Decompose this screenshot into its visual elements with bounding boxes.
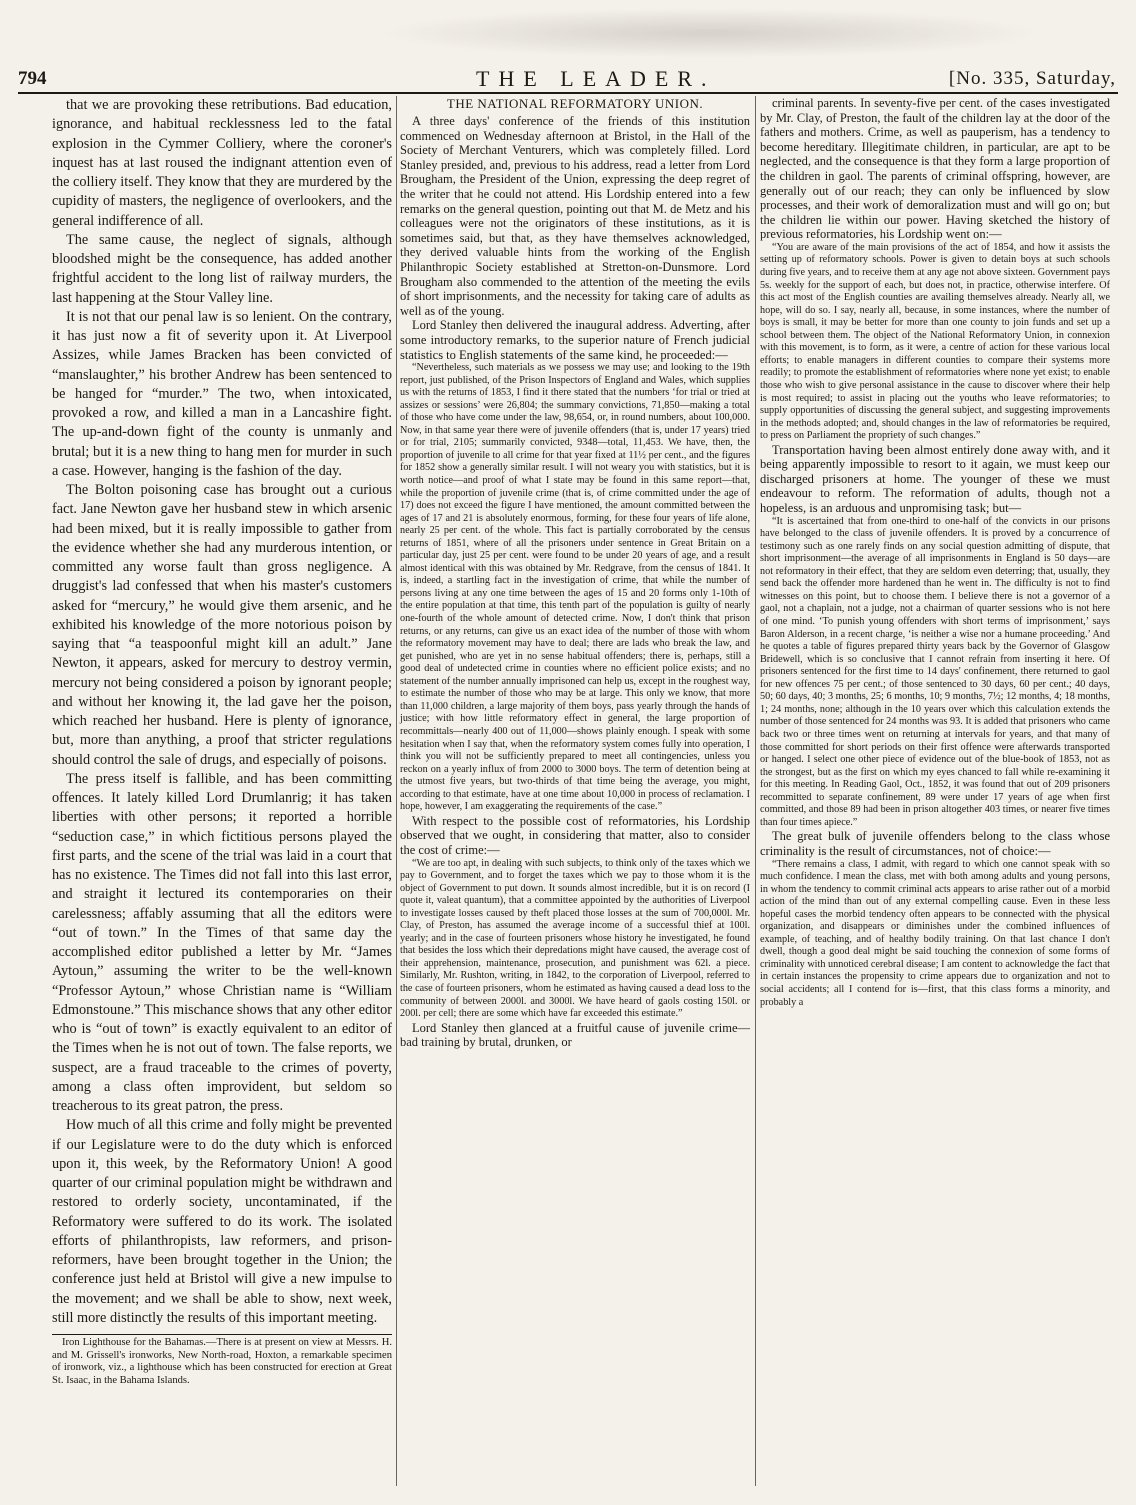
quoted-paragraph: “There remains a class, I admit, with regard to which one cannot speak with so much confidence. I mean the class, met with both among adults and young persons, in whom the tendency to commit criminal acts appears to arise rather out of a morbid action of the mind than out of any external compelling cause. Even in these less hopeful cases the morbid tendency often appears to be connected with the physical organization, and disappears or diminishes under the combined influences of example, of teaching, and of healthy bodily training. On that last chance I don't dwell, though a good deal might be said touching the connexion of some forms of criminality with unnoticed cerebral disease; I am content to acknowledge the fact that in certain instances the propensity to crime appears due to organization and not to social accidents; all I contend for is—first, that this class forms a minority, and probably a: [760, 858, 1110, 1008]
quoted-paragraph: “It is ascertained that from one-third to one-half of the convicts in our prisons have belonged to the class of juvenile offenders. It is proved by a concurrence of testimony such as one rarely finds on any social question admitting of dispute, that short imprisonment—the average of all imprisonments in England is 50 days—are not reformatory in their effect, that they are seldom even deterring; that, usually, they send back the offender more hardened than he went in. The difficulty is not to find witnesses on this point, but to choose them. I believe there is not a governor of a gaol, not a chaplain, not a judge, not a chairman of quarter sessions who is not here of one mind. ‘To punish young offenders with short terms of imprisonment,’ says Baron Alderson, in a recent charge, ‘is neither a wise nor a humane proceeding.’ And he quotes a table of figures prepared thirty years back by the Governor of Glasgow Bridewell, which is so conclusive that I cannot refrain from inserting it here. Of prisoners sentenced for the first time to 14 days' confinement, there returned to gaol for new offences 75 per cent.; of those sentenced to 30 days, 60 per cent.; 40 days, 50; 60 days, 40; 3 months, 25; 6 months, 10; 9 months, 7½; 12 months, 4; 18 months, 1; 24 months, none; although in the 10 years over which this calculation extends the number of those sentenced for 24 months was 93. It is added that prisoners who came back two or three times went on returning at intervals for years, and that many of those committed for short periods on their first offence were afterwards transported or hanged. I select one other piece of evidence out of the blue-book of 1853, not as the strongest, but as the first on which my eyes chanced to fall while re-examining it for this meeting. In Reading Gaol, Oct., 1852, it was found that out of 209 prisoners recommitted to separate confinement, 89 were under 17 years of age when first committed, and those 89 had been in prison altogether 403 times, or nearer five times than four times apiece.”: [760, 515, 1110, 828]
paper-title: THE LEADER.: [476, 66, 716, 91]
column-divider: [755, 96, 756, 1486]
column-middle: [400, 96, 750, 1496]
paragraph: It is not that our penal law is so lenient. On the contrary, it has just now a fit of severity upon it. At Liverpool Assizes, while James Bracken has been convicted of “manslaughter,” his brother Andrew has been sentenced to be hanged for “murder.” The two, when intoxicated, provoked a row, and killed a man in a Lancashire fight. The up-and-down fight of the county is unmanly and brutal; but it is a new thing to hang men for murder in such a case. However, hanging is the fashion of the day.: [52, 308, 392, 479]
issue-label: [No. 335, Saturday,: [948, 68, 1116, 89]
column-right: [760, 96, 1110, 1496]
note-divider: [52, 1334, 392, 1335]
paragraph: With respect to the possible cost of reformatories, his Lordship observed that we ought, in considering that matter, also to consider the cost of crime:—: [400, 813, 750, 857]
quoted-paragraph: “You are aware of the main provisions of the act of 1854, and how it assists the setting up of reformatory schools. Power is given to detain boys at such schools during five years, and to receive them at any age not above sixteen. Government pays 5s. weekly for the support of each, but does not, in practice, otherwise interfere. Of this act most of the English counties are availing themselves already. Nearly all, we hope, will do so. I say, nearly all, because, in some instances, where the number of boys is small, it may be better for more than one county to join funds and set up a school between them. The object of the National Reformatory Union, in connexion with this movement, is to form, as it were, a centre of action for these various local efforts; to enable managers in different counties to compare their systems more readily; to promote the establishment of reformatories where none yet exist; to enable those who wish to give personal assistance in the cause to discover where their help is most required; to assist in placing out the youths who leave reformatories; to supply opportunities of discussing the general subject, and suggesting improvements in the methods adopted; and, should changes in the law of reformatories be required, to press on Parliament the propriety of such changes.”: [760, 241, 1110, 442]
paragraph: A three days' conference of the friends of this institution commenced on Wednesday afternoon at Bristol, in the Hall of the Society of Merchant Venturers, which was completely filled. Lord Stanley presided, and, previous to his address, read a letter from Lord Brougham, the President of the Union, expressing the deep regret of the writer that he could not attend. His Lordship entered into a few remarks on the general question, pointing out that M. de Metz and his colleagues were not the originators of these institutions, as it is sometimes said, but that, as they have themselves acknowledged, they derived valuable hints from the working of the English Philanthropic Society established at Stretton-on-Dunsmore. Lord Brougham also commended to the attention of the meeting the evils of short imprisonments, and the necessity for taking care of adults as well as of the young.: [400, 114, 750, 318]
page-header: [18, 66, 1118, 92]
page-number: 794: [18, 68, 47, 89]
article-heading: THE NATIONAL REFORMATORY UNION.: [446, 96, 704, 111]
paragraph: Transportation having been almost entirely done away with, and it being apparently impossible to resort to it again, we must keep our discharged prisoners at home. The younger of these we must endeavour to reform. The reformation of adults, though not a hopeless, is an arduous and unpromising task; but—: [760, 442, 1110, 516]
paragraph: The great bulk of juvenile offenders belong to the class whose criminality is the result of circumstances, not of choice:—: [760, 829, 1110, 858]
header-rule: [18, 92, 1118, 94]
masthead-smudge: [380, 8, 1040, 58]
paragraph: criminal parents. In seventy-five per cent. of the cases investigated by Mr. Clay, of Preston, the fault of the children lay at the door of the fathers and mothers. Crime, as well as pauperism, has a tendency to become hereditary. Illegitimate children, in particular, are apt to be neglected, and the consequence is that they form a large proportion of the children in gaol. The parents of criminal offspring, however, are generally out of our reach; they can only be influenced by slow processes, and their work of demoralization must and will go on; but the children lie within our power. Having sketched the history of previous reformatories, his Lordship went on:—: [760, 96, 1110, 242]
paragraph: Lord Stanley then glanced at a fruitful cause of juvenile crime—bad training by brutal, drunken, or: [400, 1020, 750, 1050]
column-divider: [396, 96, 397, 1486]
quoted-paragraph: “Nevertheless, such materials as we possess we may use; and looking to the 19th report, just published, of the Prison Inspectors of England and Wales, which supplies us with the returns of 1853, I find it there stated that the numbers ‘for trial or tried at assizes or sessions’ were 26,804; the summary convictions, 71,850—making a total of those who have come under the law, 98,654, or, in round numbers, about 100,000. Now, in that same year there were of juvenile offenders (that is, under 17 years) tried or for trial, 2105; summarily convicted, 9348—total, 11,453. We have, then, the proportion of juvenile to all crime for that year fixed at 11½ per cent., and the figures for 1852 show a generally similar result. I will not weary you with statistics, but it is worth notice—and proof of what I state may be found in this same report—that, while the proportion of juvenile crime (that is, of crime committed under the age of 17) does not exceed the figure I have mentioned, the amount committed between the ages of 17 and 21 is absolutely enormous, forming, for these four years of life alone, nearly 25 per cent. of the whole. This fact is partially corroborated by the census returns of 1851, where of all the prisoners under sentence in Great Britain on a particular day, just 25 per cent. were found to be under 20 years of age, and a result almost identical with this was obtained by Mr. Redgrave, from the census of 1841. It is, indeed, a startling fact in the investigation of crime, that while the number of persons living at any one time between the ages of 15 and 20 forms only 1-10th of the entire population at that time, this tenth part of the population is guilty of nearly one-fourth of the whole amount of detected crime. Now, I don't think that prison returns, or any returns, can give us an exact idea of the number of those with whom the reformatory movement may have to deal; there are lads who break the law, and get punished, who are yet in no sense habitual offenders; there is, perhaps, still a good deal of undetected crime in counties where no efficient police exists; and no statement of the number annually imprisoned can help us, except in the roughest way, to estimate the number of those who may be at large. This only we know, that more than 11,000 children, a large majority of them boys, pass yearly through the hands of justice; with how little reformatory effect in general, the large proportion of recommittals—nearly 400 out of 11,000—shows plainly enough. I speak with some hesitation when I say that, when the reformatory system comes fully into operation, I think you will not be sufficiently prepared to meet all contingencies, unless you reckon on a yearly influx of from 2000 to 3000 boys. The term of detention being at the utmost five years, but two-thirds of that time being the average, you might, according to that estimate, have at one time about 10,000 in process of reclamation. I hope, however, I am exaggerating the requirements of the case.”: [400, 362, 750, 813]
paragraph: The press itself is fallible, and has been committing offences. It lately killed Lord Drumlanrig; it has taken liberties with other persons; it reported a horrible “seduction case,” in which fictitious persons played the first parts, and the scene of the trial was laid in a court that has no existence. The Times did not fall into this last error, and straight it lectured its contemporaries on their carelessness; affably assuming that all the editors were “out of town.” In the Times of that same day the accomplished editor published a letter by Mr. “James Aytoun,” assuming the writer to be the well-known “Professor Aytoun,” whose Christian name is “William Edmonstoune.” This mischance shows that any other editor who is “out of town” is exactly equivalent to an editor of the Times when he is not out of town. The false reports, we suspect, are a fraud traceable to the crimes of poverty, among a class often improvident, but seldom so treacherous to its great patron, the press.: [52, 770, 392, 1114]
quoted-paragraph: “We are too apt, in dealing with such subjects, to think only of the taxes which we pay to Government, and to forget the taxes which we pay to those whom it is the object of Government to put down. It sounds almost incredible, but it is on record (I quote it, valeat quantum), that a committee appointed by the authorities of Liverpool to investigate losses caused by theft placed those losses at the sum of 700,000l. Mr. Clay, of Preston, has assumed the average income of a successful thief at 100l. yearly; and in the case of fourteen prisoners whose history he investigated, he found that besides the loss which their depredations might have caused, the average cost of their apprehension, maintenance, prosecution, and punishment was 62l. a piece. Similarly, Mr. Rushton, writing, in 1842, to the corporation of Liverpool, referred to the case of fourteen prisoners, whom he estimated as having caused a dead loss to the community of between 2000l. and 3000l. We have heard of gaols costing 150l. or 200l. per cell; there are some which have far exceeded this estimate.”: [400, 857, 750, 1020]
column-left: [52, 96, 392, 1486]
news-note: Iron Lighthouse for the Bahamas.—There is at present on view at Messrs. H. and M. Grissell's ironworks, New North-road, Hoxton, a remarkable specimen of ironwork, viz., a lighthouse which has been constructed for erection at Great St. Isaac, in the Bahama Islands.: [52, 1337, 392, 1386]
paragraph: The Bolton poisoning case has brought out a curious fact. Jane Newton gave her husband stew in which arsenic had been mixed, but it is really impossible to gather from the evidence whether she had any murderous intention, or committed any worse fault than gross negligence. A druggist's lad confessed that when his master's customers asked for “mercury,” he would give them arsenic, and he exhibited his knowledge of the more notorious poison by saying that “a teaspoonful might kill an adult.” Jane Newton, it appears, asked for mercury to destroy vermin, mercury not being considered a poison by ignorant people; and without her knowing it, the lad gave her the poison, which reached her husband. Here is plenty of ignorance, but, more than anything, a proof that stricter regulations should control the sale of drugs, and especially of poisons.: [52, 482, 392, 768]
paragraph: How much of all this crime and folly might be prevented if our Legislature were to do the duty which is enforced upon it, this week, by the Reformatory Union! A good quarter of our criminal population might be withdrawn and restored to orderly society, uncontaminated, if the Reformatory were suffered to do its work. The isolated efforts of philanthropists, law reformers, and prison-reformers, have been brought together in the Union; the conference just held at Bristol will give a new impulse to the movement; and we shall be able to show, next week, still more distinctly the results of this important meeting.: [52, 1117, 392, 1326]
paragraph: The same cause, the neglect of signals, although bloodshed might be the consequence, has added another frightful accident to the long list of railway murders, the last happening at the Stour Valley line.: [52, 231, 392, 306]
paragraph: Lord Stanley then delivered the inaugural address. Adverting, after some introductory remarks, to the superior nature of French judicial statistics to English statements of the same kind, he proceeded:—: [400, 318, 750, 362]
paragraph: that we are provoking these retributions. Bad education, ignorance, and habitual recklessness led to the fatal explosion in the Cymmer Colliery, where the coroner's inquest has at last roused the indignant attention even of the colliery itself. They know that they are murdered by the cupidity of masters, the negligence of overlookers, and the general indifference of all.: [52, 97, 392, 229]
